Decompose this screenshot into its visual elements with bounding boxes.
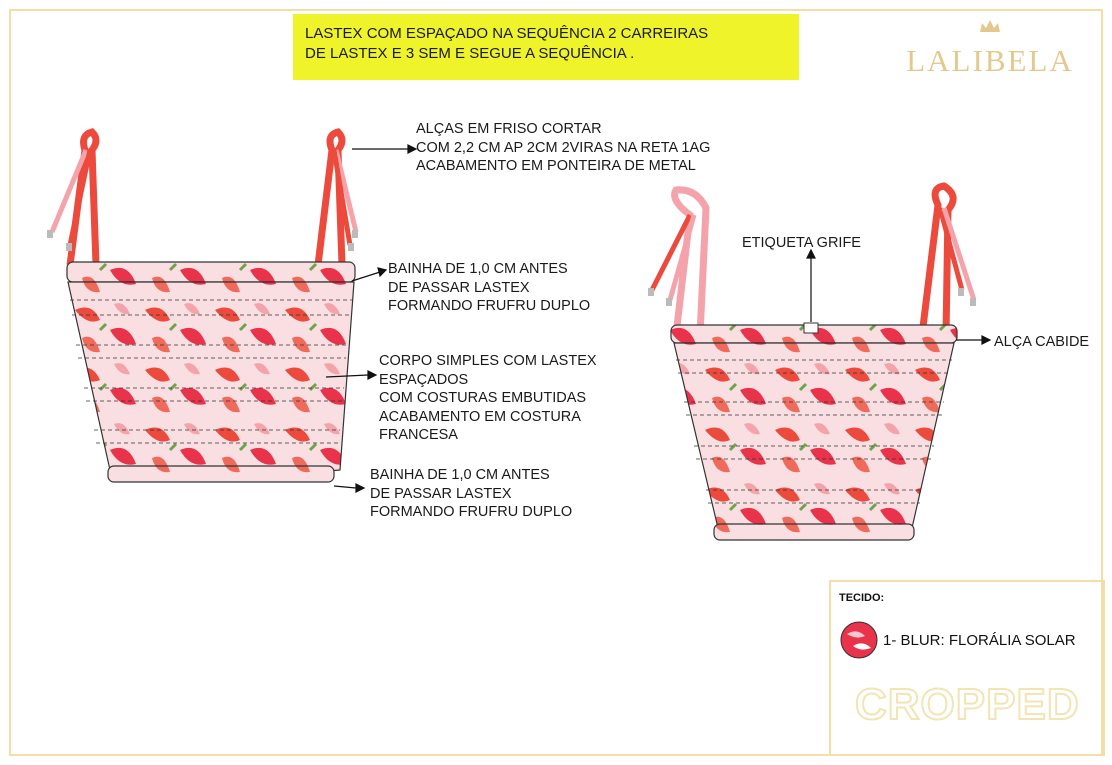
right-strap-left [648,190,706,335]
left-strap-right [318,132,358,265]
note-etiqueta: ETIQUETA GRIFE [742,235,861,251]
note-corpo: CORPO SIMPLES COM LASTEX ESPAÇADOS COM COSTURAS EMBUTIDAS ACABAMENTO EM COSTURA FRANCESA [379,353,597,443]
note-alca-cabide: ALÇA CABIDE [994,334,1090,350]
note-alcas: ALÇAS EM FRISO CORTAR COM 2,2 CM AP 2CM 2VIRAS NA RETA 1AG ACABAMENTO EM PONTEIRA DE METAL [416,121,711,174]
instruction-banner: LASTEX COM ESPAÇADO NA SEQUÊNCIA 2 CARREIRAS DE LASTEX E 3 SEM E SEGUE A SEQUÊNCIA . [293,14,799,80]
product-name: CROPPED [855,680,1080,729]
fabric-swatch-icon [839,620,879,660]
fabric-label: TECIDO: [839,592,885,604]
note-bainha-bottom: BAINHA DE 1,0 CM ANTES DE PASSAR LASTEX FORMANDO FRUFRU DUPLO [370,467,573,520]
note-bainha-top: BAINHA DE 1,0 CM ANTES DE PASSAR LASTEX FORMANDO FRUFRU DUPLO [388,261,591,314]
brand-name: LALIBELA [906,43,1074,78]
fabric-name: 1- BLUR: FLORÁLIA SOLAR [883,631,1076,649]
fabric-item [839,620,1076,660]
left-garment-front [67,262,355,482]
fabric-panel [829,580,1105,756]
left-strap-left [47,132,96,265]
right-garment-back [671,323,957,540]
right-strap-right [922,186,976,335]
